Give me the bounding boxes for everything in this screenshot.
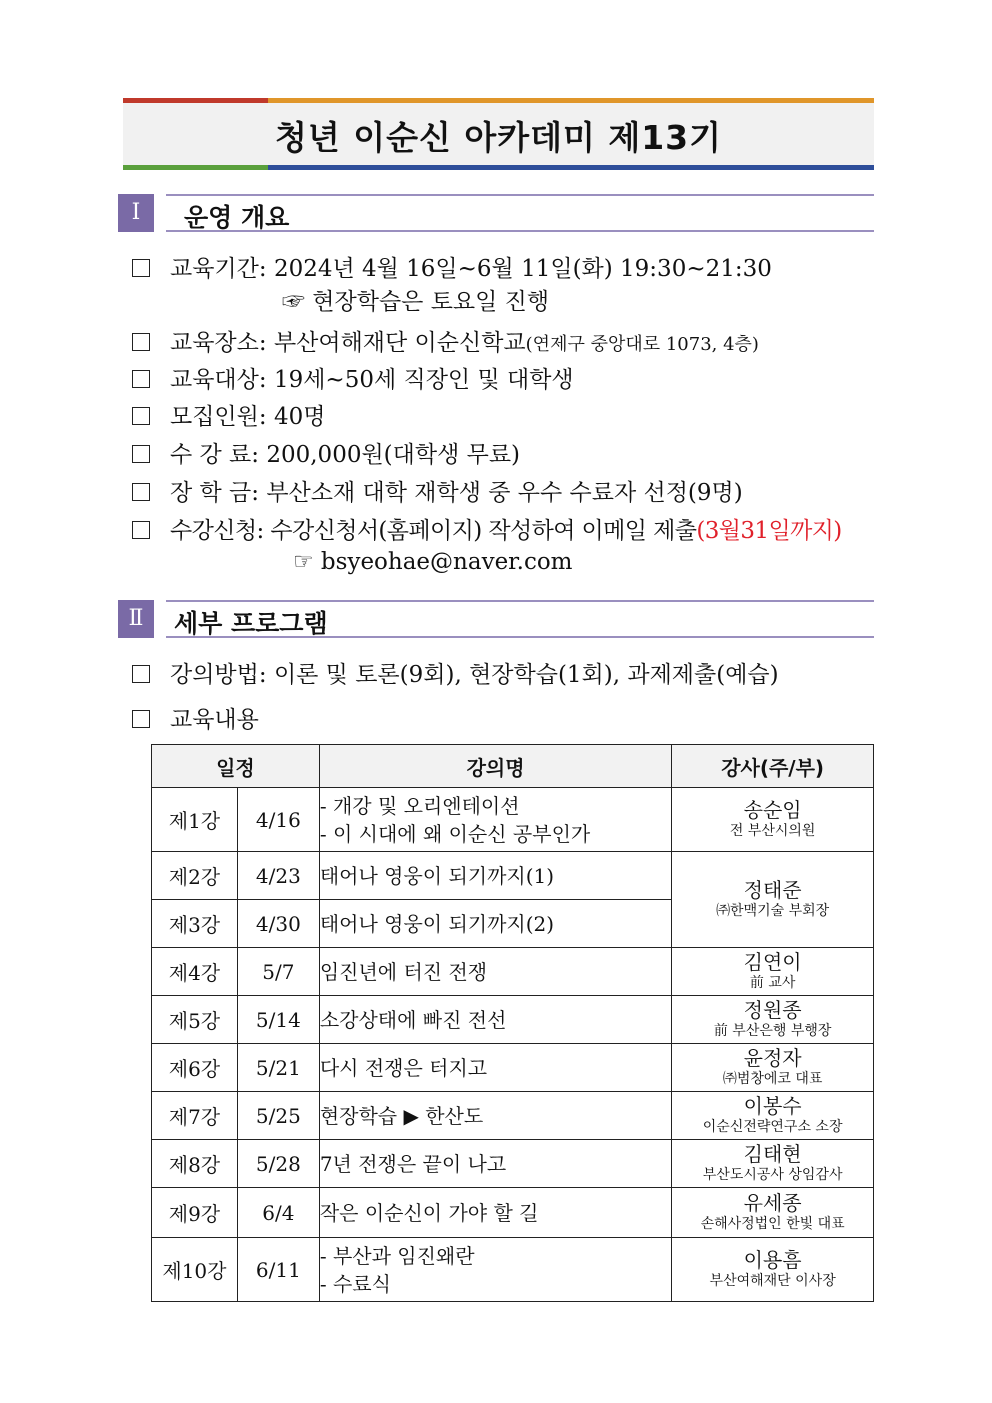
lecture-date: 6/11 (237, 1238, 319, 1302)
lecture-date: 5/14 (237, 996, 319, 1044)
lecture-title-line: 태어나 영웅이 되기까지(2) (319, 911, 555, 936)
section-number: Ⅰ (118, 194, 154, 232)
lecture-date: 5/7 (237, 948, 319, 996)
title-top-bar (123, 98, 874, 103)
program-method: 강의방법: 이론 및 토론(9회), 현장학습(1회), 과제제출(예습) (132, 656, 779, 689)
checkbox-icon (132, 483, 150, 501)
table-row (152, 1188, 874, 1238)
header-instructor: 강사(주/부) (672, 745, 874, 788)
header-schedule: 일정 (152, 745, 320, 788)
lecture-title-line: 작은 이순신이 가야 할 길 (319, 1200, 539, 1225)
instructor-role: 부산여해재단 이사장 (709, 1272, 836, 1289)
schedule-table (151, 744, 874, 1302)
table-row (152, 1092, 874, 1140)
instructor-name: 송순임 (743, 797, 802, 822)
table-row (152, 1238, 874, 1302)
table-row (152, 852, 874, 900)
instructor-role: 이순신전략연구소 소장 (702, 1118, 843, 1135)
lecture-date: 6/4 (237, 1188, 319, 1238)
lecture-number: 제1강 (152, 788, 238, 852)
instructor-name: 이용흠 (743, 1247, 802, 1272)
instructor-name: 정원종 (743, 997, 802, 1022)
lecture-date: 5/21 (237, 1044, 319, 1092)
instructor-role: 前 부산은행 부행장 (713, 1022, 832, 1039)
lecture-title (319, 1238, 671, 1302)
lecture-title (319, 1044, 671, 1092)
table-header-row (152, 745, 874, 788)
lecture-title (319, 996, 671, 1044)
instructor-cell (672, 788, 874, 852)
overview-target: 교육대상: 19세~50세 직장인 및 대학생 (132, 361, 574, 394)
checkbox-icon (132, 259, 150, 277)
lecture-title (319, 900, 671, 948)
program-content: 교육내용 (132, 701, 259, 734)
overview-scholarship: 장 학 금: 부산소재 대학 재학생 중 우수 수료자 선정(9명) (132, 474, 743, 507)
apply-deadline: (3월31일까지) (696, 518, 842, 544)
apply-email: ☞ bsyeohae@naver.com (293, 549, 573, 575)
header-lecture: 강의명 (319, 745, 671, 788)
lecture-number: 제5강 (152, 996, 238, 1044)
section-label: 운영 개요 (184, 203, 290, 232)
lecture-title (319, 1092, 671, 1140)
lecture-number: 제3강 (152, 900, 238, 948)
instructor-role: ㈜한맥기술 부회장 (716, 902, 830, 919)
instructor-role: 부산도시공사 상임감사 (702, 1166, 843, 1183)
lecture-title-line: 현장학습 ▶ 한산도 (319, 1103, 484, 1128)
lecture-title (319, 852, 671, 900)
checkbox-icon (132, 665, 150, 683)
instructor-role: 前 교사 (749, 974, 796, 991)
checkbox-icon (132, 370, 150, 388)
lecture-title-line: 태어나 영웅이 되기까지(1) (319, 863, 555, 888)
instructor-name: 김연이 (743, 949, 802, 974)
instructor-role: 손해사정법인 한빛 대표 (700, 1215, 845, 1232)
lecture-date: 5/28 (237, 1140, 319, 1188)
instructor-cell (672, 1188, 874, 1238)
lecture-title-line: - 개강 및 오리엔테이션 (319, 793, 520, 818)
instructor-cell (672, 1044, 874, 1092)
checkbox-icon (132, 445, 150, 463)
table-row (152, 948, 874, 996)
lecture-title-line: - 이 시대에 왜 이순신 공부인가 (319, 821, 591, 846)
instructor-cell (672, 1140, 874, 1188)
lecture-title (319, 1188, 671, 1238)
title-bottom-bar (123, 165, 874, 170)
lecture-date: 4/23 (237, 852, 319, 900)
lecture-title-line: 임진년에 터진 전쟁 (319, 959, 488, 984)
table-row (152, 788, 874, 852)
instructor-cell (672, 1238, 874, 1302)
table-row (152, 1140, 874, 1188)
section-label: 세부 프로그램 (174, 609, 328, 638)
lecture-number: 제8강 (152, 1140, 238, 1188)
instructor-cell (672, 996, 874, 1044)
title-banner (123, 98, 874, 170)
table-row (152, 996, 874, 1044)
instructor-name: 유세종 (743, 1190, 802, 1215)
lecture-date: 4/30 (237, 900, 319, 948)
lecture-title (319, 1140, 671, 1188)
page-title: 청년 이순신 아카데미 제13기 (274, 118, 723, 157)
instructor-name: 윤정자 (743, 1045, 802, 1070)
lecture-number: 제7강 (152, 1092, 238, 1140)
checkbox-icon (132, 333, 150, 351)
lecture-title-line: 소강상태에 빠진 전선 (319, 1007, 507, 1032)
lecture-title-line: - 수료식 (319, 1271, 391, 1296)
lecture-title-line: - 부산과 임진왜란 (319, 1243, 475, 1268)
instructor-name: 이봉수 (743, 1093, 802, 1118)
instructor-cell (672, 948, 874, 996)
instructor-name: 정태준 (743, 877, 802, 902)
overview-apply: 수강신청: 수강신청서(홈페이지) 작성하여 이메일 제출(3월31일까지) (132, 512, 842, 545)
checkbox-icon (132, 521, 150, 539)
lecture-number: 제10강 (152, 1238, 238, 1302)
period-note: ☞ 현장학습은 토요일 진행 (282, 289, 550, 315)
instructor-cell (672, 1092, 874, 1140)
checkbox-icon (132, 710, 150, 728)
lecture-number: 제6강 (152, 1044, 238, 1092)
lecture-number: 제9강 (152, 1188, 238, 1238)
lecture-title (319, 948, 671, 996)
lecture-date: 4/16 (237, 788, 319, 852)
lecture-title-line: 7년 전쟁은 끝이 나고 (319, 1151, 507, 1176)
section-program-header (118, 600, 874, 638)
instructor-role: 전 부산시의원 (729, 822, 816, 839)
overview-place: 교육장소: 부산여해재단 이순신학교(연제구 중앙대로 1073, 4층) (132, 324, 759, 357)
instructor-name: 김태현 (743, 1141, 802, 1166)
overview-fee: 수 강 료: 200,000원(대학생 무료) (132, 436, 520, 469)
lecture-date: 5/25 (237, 1092, 319, 1140)
instructor-role: ㈜범창에코 대표 (722, 1070, 823, 1087)
overview-capacity: 모집인원: 40명 (132, 398, 325, 431)
instructor-cell (672, 852, 874, 948)
lecture-title (319, 788, 671, 852)
lecture-number: 제2강 (152, 852, 238, 900)
table-row (152, 1044, 874, 1092)
checkbox-icon (132, 407, 150, 425)
section-number: Ⅱ (118, 600, 154, 638)
lecture-number: 제4강 (152, 948, 238, 996)
lecture-title-line: 다시 전쟁은 터지고 (319, 1055, 488, 1080)
section-overview-header (118, 194, 874, 232)
overview-period: 교육기간: 2024년 4월 16일~6월 11일(화) 19:30~21:30 (132, 250, 772, 283)
